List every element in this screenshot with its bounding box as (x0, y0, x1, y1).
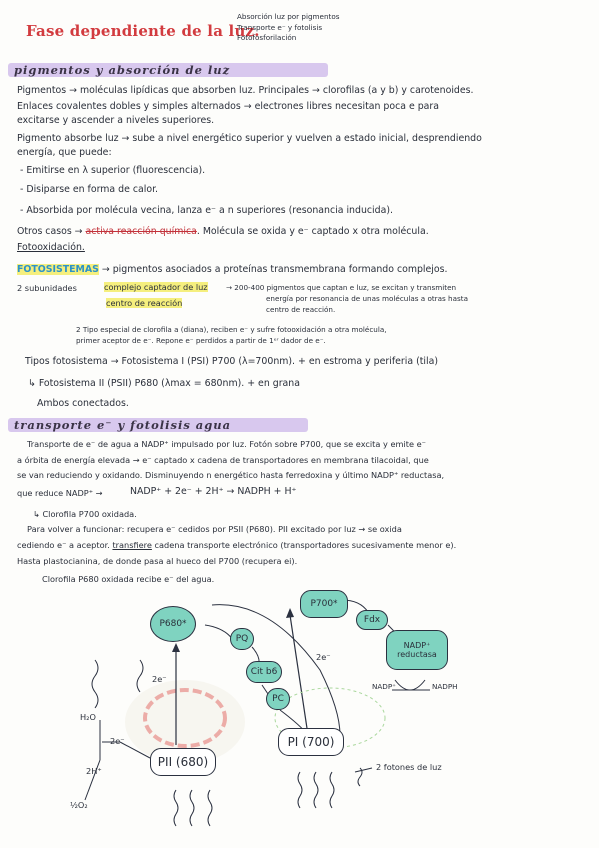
node-p700: P700* (300, 590, 348, 618)
term-underlined: Fotooxidación. (17, 242, 85, 253)
bullet-item: - Emitirse en λ superior (fluorescencia). (20, 165, 206, 176)
node-p680: P680* (150, 606, 196, 642)
text-line: Transporte de e⁻ de agua a NADP⁺ impulsado por luz. Fotón sobre P700, que se excita y emite e⁻ (27, 439, 426, 449)
label-h2o: H₂O (80, 712, 96, 722)
node-label: NADP⁺ reductasa (397, 641, 437, 659)
text-line: Para volver a funcionar: recupera e⁻ cedidos por PSII (P680). PII excitado por luz → se oxida (27, 524, 402, 534)
text-span: . Molécula se oxida y e⁻ captado x otra molécula. (196, 226, 429, 237)
text-line: ↳ Clorofila P700 oxidada. (33, 509, 137, 519)
node-pi: PI (700) (278, 728, 344, 756)
text-line: Clorofila P680 oxidada recibe e⁻ del agua. (42, 574, 215, 584)
text-line: Pigmentos → moléculas lipídicas que absorben luz. Principales → clorofilas (a y b) y carotenoides. (17, 85, 474, 96)
node-pii: PII (680) (150, 748, 216, 776)
section-heading: pigmentos y absorción de luz (14, 63, 231, 77)
text-span: cadena transporte electrónico (transportadores sucesivamente menor e). (151, 540, 457, 550)
text-line: excitarse y ascender a niveles superiores. (17, 115, 215, 126)
term-complejo: complejo captador de luz (104, 282, 208, 292)
equation: NADP⁺ + 2e⁻ + 2H⁺ → NADPH + H⁺ (130, 486, 297, 497)
text-line: primer aceptor de e⁻. Repone e⁻ perdidos a partir de 1ᵉʳ dador de e⁻. (76, 336, 326, 345)
term-centro-reaccion: centro de reacción (106, 298, 183, 308)
strikethrough-text: activa reacción química (85, 226, 197, 237)
label-photons: 2 fotones de luz (376, 762, 442, 772)
header-list-item: Absorción luz por pigmentos (237, 12, 340, 21)
text-line: Ambos conectados. (37, 398, 129, 409)
page-title: Fase dependiente de la luz. (26, 22, 260, 40)
text-line: ↳ Fotosistema II (PSII) P680 (λmax = 680nm). + en grana (28, 378, 300, 389)
node-fdx: Fdx (356, 610, 388, 630)
text-span: Otros casos → (17, 226, 83, 237)
label-2e-right: 2e⁻ (316, 652, 331, 662)
text-line: a órbita de energía elevada → e⁻ captado x cadena de transportadores en membrana tilacoidal, que (17, 455, 429, 465)
text-line: Hasta plastocianina, de donde pasa al hueco del P700 (recupera ei). (17, 556, 298, 566)
label-2e-mid: 2e⁻ (152, 674, 167, 684)
text-line: → 200-400 pigmentos que captan e luz, se excitan y transmiten (226, 283, 457, 292)
label-2h: 2H⁺ (86, 766, 102, 776)
bullet-item: - Absorbida por molécula vecina, lanza e⁻ a n superiores (resonancia inducida). (20, 205, 393, 216)
label-nadph: NADPH (432, 682, 458, 691)
node-pc: PC (266, 688, 290, 710)
text-line: Tipos fotosistema → Fotosistema I (PSI) P700 (λ=700nm). + en estroma y periferia (tila) (25, 356, 439, 367)
label-nadp-plus: NADP⁺ (372, 682, 396, 691)
label-half-o2: ½O₂ (70, 800, 88, 810)
section-heading: transporte e⁻ y fotolisis agua (14, 418, 232, 432)
text-span: transfiere (112, 540, 152, 550)
label-2e-left: 2e⁻ (110, 736, 125, 746)
text-span: cediendo e⁻ a aceptor. (17, 540, 110, 550)
text-line: energía por resonancia de unas moléculas a otras hasta (266, 294, 468, 303)
keyword-fotosistemas: FOTOSISTEMAS (17, 264, 99, 275)
text-line: energía, que puede: (17, 147, 112, 158)
node-pq: PQ (230, 628, 254, 650)
text-line: que reduce NADP⁺ → (17, 488, 103, 498)
node-nadp-reductasa (386, 630, 448, 670)
text-label: 2 subunidades (17, 283, 77, 293)
text-line: Pigmento absorbe luz → sube a nivel energético superior y vuelven a estado inicial, desprendiendo (17, 133, 482, 144)
node-cytb6: Cit b6 (246, 661, 282, 683)
header-list-item: Transporte e⁻ y fotolisis (237, 22, 323, 32)
text-span: → pigmentos asociados a proteínas transmembrana formando complejos. (98, 264, 448, 275)
text-line: Enlaces covalentes dobles y simples alternados → electrones libres necesitan poca e para (17, 101, 440, 112)
bullet-item: - Disiparse en forma de calor. (20, 184, 159, 195)
header-list-item: Fotofosforilación (237, 33, 297, 42)
text-line: se van reduciendo y oxidando. Disminuyendo n energético hasta ferredoxina y último NADP⁺ reductasa, (17, 470, 445, 480)
text-line: centro de reacción. (266, 305, 336, 314)
text-line: 2 Tipo especial de clorofila a (diana), reciben e⁻ y sufre fotooxidación a otra molécula, (76, 325, 387, 334)
